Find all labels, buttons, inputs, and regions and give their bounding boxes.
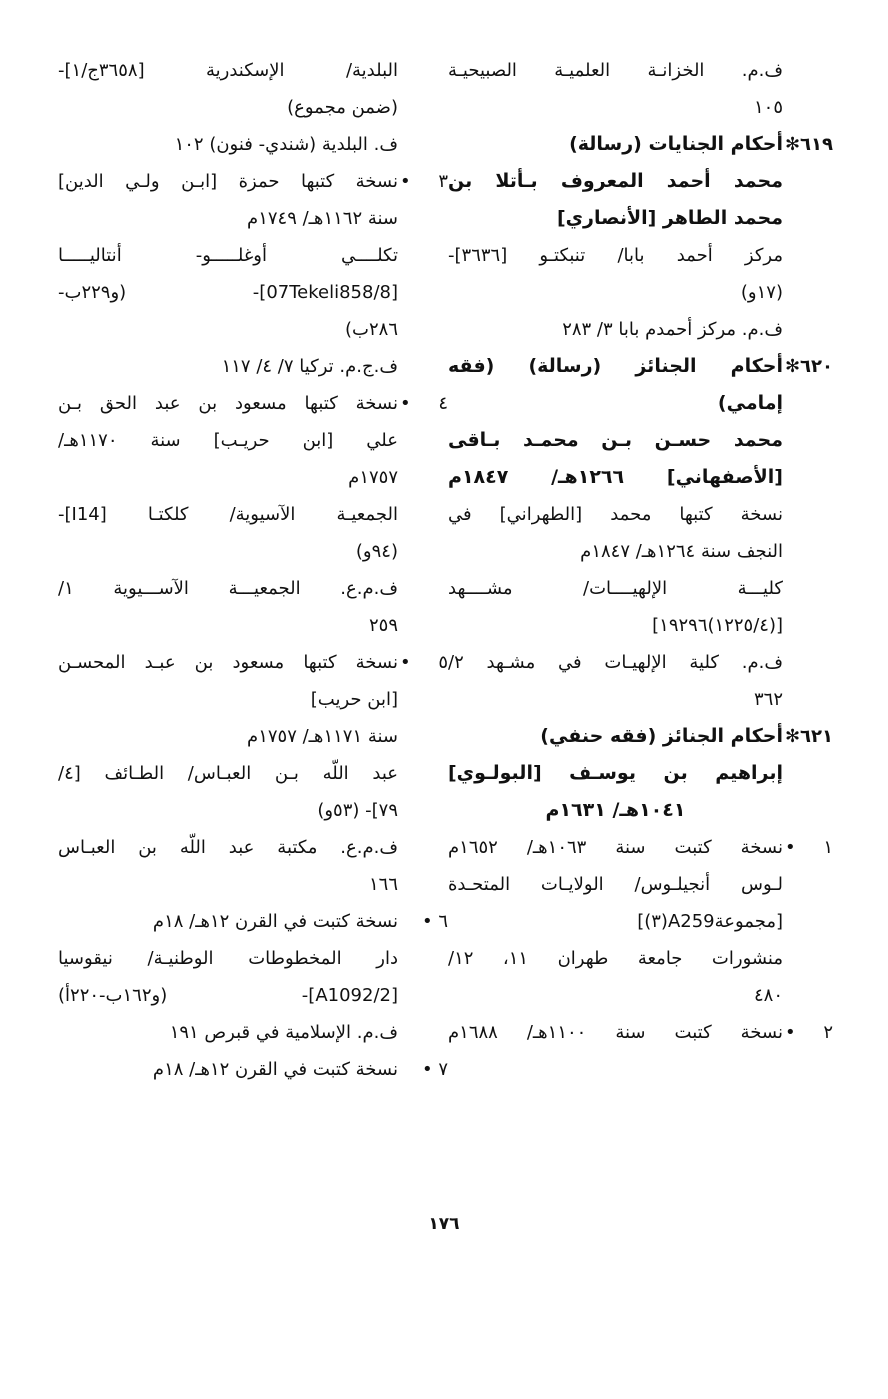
line-text: ف.م.ع. مكتبة عبد اللّه بن العبـاس — [58, 837, 398, 858]
line-text: ف.م. الخزانـة العلميـة الصبيحيـة — [448, 60, 783, 81]
text-line — [448, 792, 783, 829]
text-line — [448, 1014, 833, 1051]
copy-bullet-number: ٢ • — [785, 1022, 833, 1043]
text-line — [58, 644, 448, 681]
line-text: [الأصفهاني] ١٢٦٦هـ/ ١٨٤٧م — [448, 466, 783, 488]
text-line — [448, 126, 833, 163]
copy-bullet-number: ٤ • — [400, 393, 448, 414]
text-line — [448, 163, 783, 200]
line-text: (٩٤و) — [355, 541, 398, 562]
line-text: محمد الطاهر [الأنصاري] — [556, 207, 783, 229]
text-line — [448, 866, 783, 903]
text-line — [58, 52, 398, 89]
text-line — [58, 533, 398, 570]
line-text: ٢٨٦ب) — [345, 319, 398, 340]
text-line — [58, 792, 398, 829]
line-text: نسخة كتبها مسعود بن عبـد المحسـن — [58, 652, 398, 673]
line-text: ف. البلدية (شندي- فنون) ١٠٢ — [174, 134, 398, 155]
line-text: أحكام الجنائز (رسالة) (فقه — [448, 355, 783, 377]
text-line — [448, 348, 833, 385]
line-text: محمد أحمد المعروف بـأتلا بن — [448, 170, 783, 192]
line-text: ف.م. مركز أحمدم بابا ٣/ ٢٨٣ — [562, 319, 783, 340]
text-line — [448, 644, 783, 681]
text-line — [58, 348, 398, 385]
line-text: نسخة كتبها حمزة [ابـن ولـي الدين] — [58, 171, 398, 192]
line-text: نسخة كتبت في القرن ١٢هـ/ ١٨م — [152, 1059, 398, 1080]
line-text: سنة ١١٧١هـ/ ١٧٥٧م — [247, 726, 398, 747]
text-line — [448, 940, 783, 977]
line-text: [ابن حريب] — [310, 689, 398, 710]
line-text: علي [ابن حريـب] سنة ١١٧٠هـ/ — [58, 430, 398, 451]
line-text: ف.م. كلية الإلهيـات في مشـهد ٢/ — [448, 652, 783, 673]
line-text: (ضمن مجموع) — [287, 97, 398, 118]
line-text: سنة ١١٦٢هـ/ ١٧٤٩م — [247, 208, 398, 229]
text-line — [58, 89, 398, 126]
line-text: إبراهيم بن يوسـف [البولـوي] — [448, 762, 783, 784]
line-text: لـوس أنجيلـوس/ الولايـات المتحـدة — [448, 874, 783, 895]
text-line — [448, 274, 783, 311]
line-text: ١٠٤١هـ/ ١٦٣١م — [545, 799, 686, 821]
line-text: [(١٢٢٥/٤)١٩٢٩٦] — [652, 615, 783, 636]
text-line — [448, 89, 783, 126]
line-text: ف.ج.م. تركيا ٧/ ٤/ ١١٧ — [221, 356, 398, 377]
copy-bullet-number: ٧ • — [421, 1059, 448, 1080]
entry-number: ٦٢١✻ — [784, 726, 833, 747]
line-text: نسخة كتبت في القرن ١٢هـ/ ١٨م — [152, 911, 398, 932]
copy-bullet-number: ٥ • — [400, 652, 448, 673]
line-text: أحكام الجنائز (فقه حنفي) — [540, 725, 783, 747]
text-line — [448, 422, 783, 459]
line-text: مركز أحمد بابا/ تنبكتـو [٣٦٣٦]- — [448, 245, 783, 266]
text-line — [448, 237, 783, 274]
text-line — [58, 311, 398, 348]
text-line — [448, 755, 783, 792]
line-text: دار المخطوطات الوطنيـة/ نيقوسيا — [58, 948, 398, 969]
text-line — [58, 385, 448, 422]
text-line — [58, 163, 448, 200]
line-text: ٤٨٠ — [753, 985, 783, 1006]
line-text: ١٦٦ — [368, 874, 398, 895]
line-text: ف.م. الإسلامية في قبرص ١٩١ — [169, 1022, 398, 1043]
line-text: محمد حسـن بـن محمـد بـاقى — [448, 429, 783, 451]
line-text: (١٧و) — [740, 282, 783, 303]
line-text: نسخة كتبت سنة ١٠٦٣هـ/ ١٦٥٢م — [448, 837, 783, 858]
text-line — [58, 681, 398, 718]
line-text: منشورات جامعة طهران ١١، ١٢/ — [448, 948, 783, 969]
text-line — [448, 829, 833, 866]
line-text: النجف سنة ١٢٦٤هـ/ ١٨٤٧م — [580, 541, 783, 562]
line-text: ٧٩]- (٥٣و) — [317, 800, 398, 821]
text-line — [58, 1051, 448, 1088]
text-line — [58, 903, 448, 940]
line-text: ٣٦٢ — [753, 689, 783, 710]
line-text: [07Tekeli858/8]- (و٢٢٩ب- — [58, 282, 398, 303]
text-line — [448, 718, 833, 755]
entry-number: ٦١٩✻ — [784, 134, 833, 155]
text-line — [448, 496, 783, 533]
text-line — [58, 274, 398, 311]
text-line — [58, 829, 398, 866]
text-line — [448, 903, 783, 940]
copy-bullet-number: ٣ • — [400, 171, 448, 192]
text-line — [58, 940, 398, 977]
line-text: نسخة كتبها محمد [الطهراني] في — [448, 504, 783, 525]
text-line — [58, 200, 398, 237]
left-column — [58, 52, 448, 1088]
line-text: عبد اللّه بـن العبـاس/ الطـائف [٤/ — [58, 763, 398, 784]
text-line — [58, 496, 398, 533]
text-line — [58, 866, 398, 903]
line-text: [مجموعةA259(٣)] — [637, 911, 783, 932]
text-line — [58, 126, 398, 163]
text-line — [448, 533, 783, 570]
text-line — [58, 459, 398, 496]
copy-bullet-number: ٦ • — [421, 911, 448, 932]
text-line — [58, 422, 398, 459]
line-text: الجمعيـة الآسيوية/ كلكتـا [I14]- — [58, 504, 398, 525]
text-line — [448, 311, 783, 348]
line-text: نسخة كتبت سنة ١١٠٠هـ/ ١٦٨٨م — [448, 1022, 783, 1043]
text-line — [448, 200, 783, 237]
text-line — [448, 52, 783, 89]
text-line — [448, 607, 783, 644]
text-line — [448, 681, 783, 718]
text-line — [58, 607, 398, 644]
line-text: نسخة كتبها مسعود بن عبد الحق بـن — [58, 393, 398, 414]
text-line — [58, 1014, 398, 1051]
line-text: تكلــــي أوغلـــــو- أنتاليـــــا — [58, 245, 398, 266]
line-text: كليـــة الإلهيــــات/ مشــــهد — [448, 578, 783, 599]
line-text: أحكام الجنايات (رسالة) — [569, 133, 783, 155]
text-line — [58, 755, 398, 792]
line-text: ف.م.ع. الجمعيـــة الآســـيوية ١/ — [58, 578, 398, 599]
line-text: إمامي) — [717, 392, 783, 414]
text-line — [448, 385, 783, 422]
copy-bullet-number: ١ • — [785, 837, 833, 858]
line-text: [A1092/2]- (و١٦٢ب-٢٢٠أ) — [58, 985, 398, 1006]
text-line — [448, 570, 783, 607]
text-line — [448, 977, 783, 1014]
text-line — [448, 459, 783, 496]
text-line — [58, 570, 398, 607]
entry-number: ٦٢٠✻ — [784, 356, 833, 377]
page-number: ١٧٦ — [428, 1214, 460, 1234]
text-line — [58, 237, 398, 274]
line-text: ٢٥٩ — [368, 615, 398, 636]
line-text: ١٧٥٧م — [348, 467, 398, 488]
text-line — [58, 718, 398, 755]
right-column — [448, 52, 833, 1051]
text-line — [58, 977, 398, 1014]
line-text: ١٠٥ — [753, 97, 783, 118]
line-text: البلدية/ الإسكندرية [٣٦٥٨ج/١]- — [58, 60, 398, 81]
